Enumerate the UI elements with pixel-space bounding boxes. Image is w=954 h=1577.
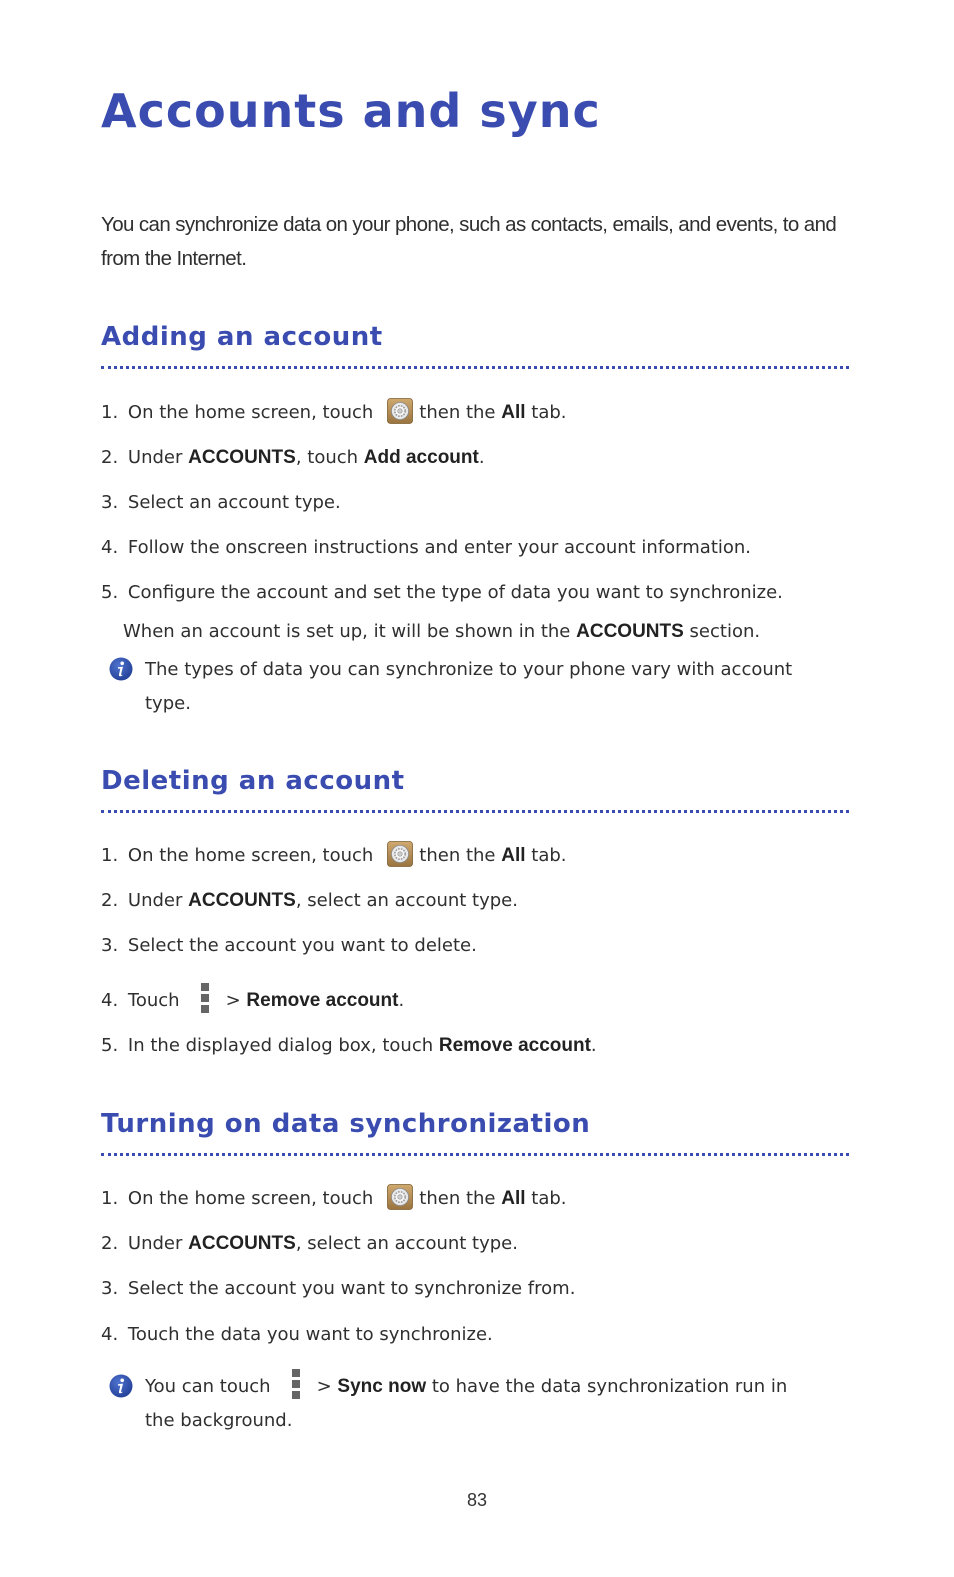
section-deleting-account [101,766,849,1056]
list-item: 3. Select an account type. [101,492,341,513]
list-item: 4. Touch > Remove account. [101,989,404,1013]
list-item: 3. Select the account you want to synchronize from. [101,1278,576,1299]
list-item: 1. On the home screen, touch then the All tab. [101,844,567,868]
list-item: 5. Configure the account and set the type of data you want to synchronize. [101,582,783,603]
section-divider [101,366,849,369]
list-item: 3. Select the account you want to delete. [101,935,477,956]
menu-icon [291,1369,301,1399]
section-divider [101,1153,849,1156]
list-item: 2. Under ACCOUNTS, select an account type. [101,890,518,911]
settings-icon [387,1184,413,1210]
info-icon [109,657,133,681]
list-item: 2. Under ACCOUNTS, touch Add account. [101,447,485,468]
page-title: Accounts and sync [101,84,601,138]
settings-icon [387,841,413,867]
list-item: 4. Follow the onscreen instructions and enter your account information. [101,537,752,558]
section-turning-on-sync [101,1109,849,1431]
list-item: 2. Under ACCOUNTS, select an account type. [101,1233,518,1254]
info-icon [109,1374,133,1398]
list-item: 4. Touch the data you want to synchronize. [101,1324,493,1345]
section-divider [101,810,849,813]
info-note: The types of data you can synchronize to your phone vary with account type. [109,653,819,721]
section-heading: Turning on data synchronization [101,1109,591,1139]
info-note: You can touch > Sync now to have the data synchronization run in the background. [109,1370,819,1438]
list-item: 1. On the home screen, touch then the All tab. [101,401,567,425]
list-item: 1. On the home screen, touch then the All tab. [101,1187,567,1211]
sub-note: When an account is set up, it will be shown in the ACCOUNTS section. [123,621,761,642]
page-number: 83 [466,1490,488,1510]
section-heading: Adding an account [101,322,383,352]
list-item: 5. In the displayed dialog box, touch Remove account. [101,1035,597,1056]
section-adding-account [101,322,849,714]
section-heading: Deleting an account [101,766,405,796]
menu-icon [200,983,210,1013]
intro-paragraph: You can synchronize data on your phone, such as contacts, emails, and events, to and from the Internet. [101,213,837,270]
settings-icon [387,398,413,424]
